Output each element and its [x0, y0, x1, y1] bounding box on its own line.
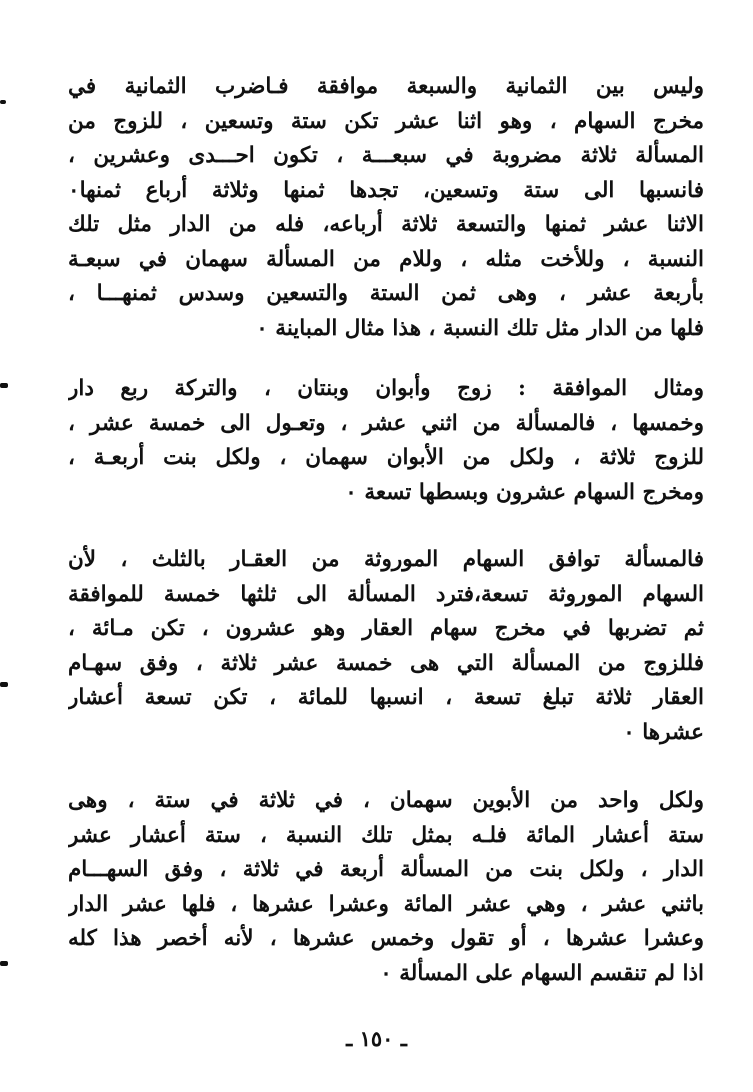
text-line: ستة أعشار المائة فلـه بمثل تلك النسبة ، ستة أعشار عشر — [68, 822, 704, 848]
paragraph-4 — [68, 784, 704, 991]
text-line: وخمسها ، فالمسألة من اثني عشر ، وتعـول الى خمسة عشر ، — [68, 410, 704, 436]
margin-mark — [0, 682, 8, 687]
page-number: ـ ١٥٠ ـ — [346, 1026, 407, 1051]
margin-mark — [0, 383, 8, 388]
paragraph-1 — [68, 70, 704, 346]
text-line: ولكل واحد من الأبوين سهمان ، في ثلاثة في ستة ، وهى — [68, 788, 704, 813]
text-line: فانسبها الى ستة وتسعين، تجدها ثمنها وثلاثة أرباع ثمنها٠ — [68, 177, 704, 203]
margin-mark — [0, 961, 8, 966]
text-line: فلها من الدار مثل تلك النسبة ، هذا مثال المباينة ٠ — [256, 315, 704, 341]
text-line: النسبة ، وللأخت مثله ، وللام من المسألة سهمان في سبعـة — [68, 246, 704, 272]
text-line: بأربعة عشر ، وهى ثمن الستة والتسعين وسدس ثمنهـــا ، — [68, 281, 704, 306]
text-line: الدار ، ولكل بنت من المسألة أربعة في ثلاثة ، وفق السهـــام — [68, 857, 704, 882]
text-line: وعشرا عشرها ، أو تقول وخمس عشرها ، لأنه أخصر هذا كله — [68, 926, 704, 951]
text-line: الاثنا عشر ثمنها والتسعة ثلاثة أرباعه، فله من الدار مثل تلك — [68, 212, 704, 237]
text-line: فالمسألة توافق السهام الموروثة من العقـار بالثلث ، لأن — [68, 547, 704, 572]
text-line: العقار ثلاثة تبلغ تسعة ، انسبها للمائة ، تكن تسعة أعشار — [68, 685, 704, 710]
margin-mark — [0, 100, 6, 104]
paragraph-2 — [68, 372, 704, 510]
paragraph-3 — [68, 543, 704, 750]
text-line: وليس بين الثمانية والسبعة موافقة فـاضرب الثمانية في — [68, 74, 704, 99]
text-line: اذا لم تنقسم السهام على المسألة ٠ — [380, 960, 704, 986]
text-line: فللزوج من المسألة التي هى خمسة عشر ثلاثة ، وفق سهـام — [68, 650, 704, 676]
text-line: ثم تضربها في مخرج سهام العقار وهو عشرون ، تكن مـائة ، — [68, 616, 704, 641]
text-line: ومثال الموافقة : زوج وأبوان وبنتان ، والتركة ربع دار — [68, 376, 704, 401]
text-line: السهام الموروثة تسعة،فترد المسألة الى ثلثها خمسة للموافقة — [68, 581, 704, 607]
text-line: باثني عشر ، وهي عشر المائة وعشرا عشرها ، فلها عشر الدار — [68, 891, 704, 917]
text-line: مخرج السهام ، وهو اثنا عشر تكن ستة وتسعين ، للزوج من — [68, 108, 704, 134]
text-line: ومخرج السهام عشرون وبسطها تسعة ٠ — [345, 479, 704, 505]
text-line: عشرها ٠ — [623, 719, 704, 745]
text-line: المسألة ثلاثة مضروبة في سبعـــة ، تكون احـــدى وعشرين ، — [68, 143, 704, 168]
text-line: للزوج ثلاثة ، ولكل من الأبوان سهمان ، ولكل بنت أربعـة ، — [68, 445, 704, 470]
